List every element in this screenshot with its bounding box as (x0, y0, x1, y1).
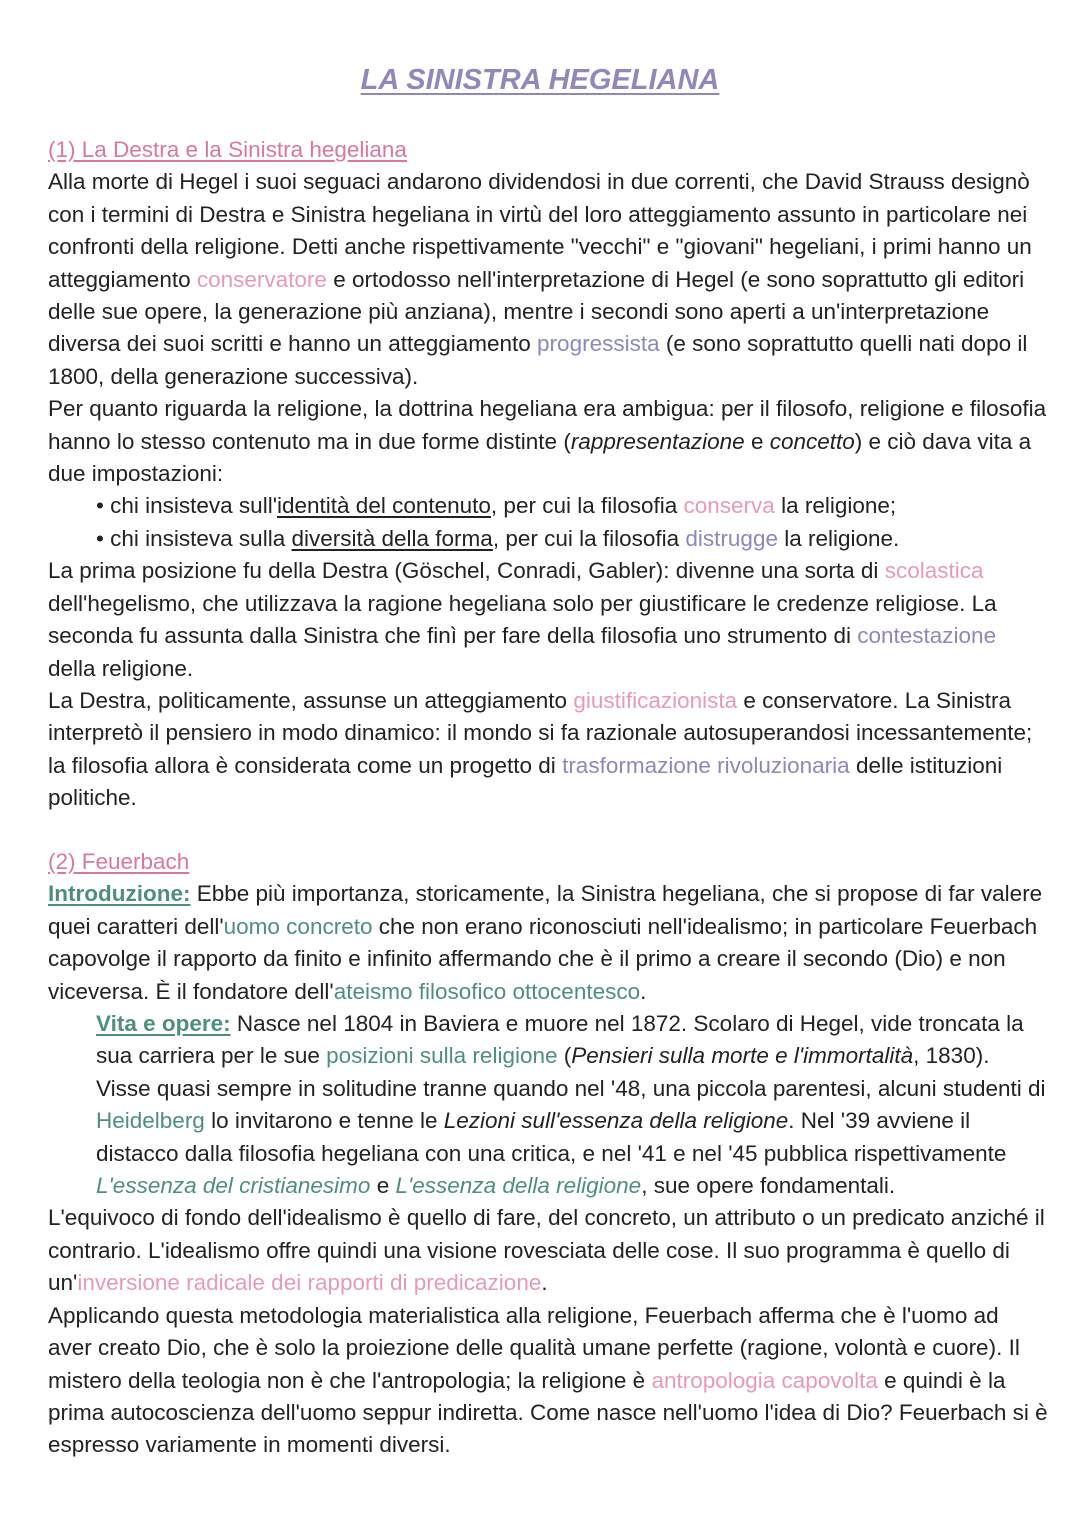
highlight-distrugge: distrugge (685, 525, 778, 551)
subheading-introduzione: Introduzione: (48, 881, 191, 907)
page-title: LA SINISTRA HEGELIANA (360, 64, 720, 96)
subheading-vita-opere: Vita e opere: (96, 1011, 231, 1037)
list-item: • chi insisteva sulla diversità della forma, per cui la filosofia distrugge la religione. (96, 525, 900, 551)
paragraph-6: Applicando questa metodologia materialistica alla religione, Feuerbach afferma che è l'uomo ad aver creato Dio, che è solo la proiezione delle qualità umane perfette (ragione, volontà e cuore). Il mistero della teologia non è che l'antropologia; la religione è antropologia capovolta e quindi è la prima autocoscienza dell'uomo seppur indiretta. Come nasce nell'uomo l'idea di Dio? Feuerbach si è espresso variamente in momenti diversi. (48, 1302, 1048, 1458)
section-feuerbach (48, 846, 1048, 1462)
section-destra-sinistra (48, 134, 1048, 815)
paragraph-4: La Destra, politicamente, assunse un atteggiamento giustificazionista e conservatore. La Sinistra interpretò il pensiero in modo dinamico: il mondo si fa razionale autosuperandosi incessantemente; la filosofia allora è considerata come un progetto di trasformazione rivoluzionaria delle istituzioni politiche. (48, 687, 1033, 811)
section-heading-2: (2) Feuerbach (48, 849, 190, 874)
paragraph-vita: Vita e opere: Nasce nel 1804 in Baviera e muore nel 1872. Scolaro di Hegel, vide troncata la sua carriera per le sue posizioni sulla religione (Pensieri sulla morte e l'immortalità, 1830). Visse quasi sempre in solitudine tranne quando nel '48, una piccola parentesi, alcuni studenti di Heidelberg lo invitarono e tenne le Lezioni sull'essenza della religione. Nel '39 avviene il distacco dalla filosofia hegeliana con una critica, e nel '41 e nel '45 pubblica rispettivamente L'essenza del cristianesimo e L'essenza della religione, sue opere fondamentali. (96, 1011, 1046, 1199)
paragraph-3: La prima posizione fu della Destra (Göschel, Conradi, Gabler): divenne una sorta di scolastica dell'hegelismo, che utilizzava la ragione hegeliana solo per giustificare le credenze religiose. La seconda fu assunta dalla Sinistra che finì per fare della filosofia uno strumento di contestazione della religione. (48, 558, 997, 681)
highlight-progressista: progressista (537, 331, 660, 357)
paragraph-1: Alla morte di Hegel i suoi seguaci andarono dividendosi in due correnti, che David Strauss designò con i termini di Destra e Sinistra hegeliana in virtù del loro atteggiamento assunto in particolare nei confronti della religione. Detti anche rispettivamente "vecchi" e "giovani" hegeliani, i primi hanno un atteggiamento conservatore e ortodosso nell'interpretazione di Hegel (e sono soprattutto gli editori delle sue opere, la generazione più anziana), mentre i secondi sono aperti a un'interpretazione diversa dei suoi scritti e hanno un atteggiamento progressista (e sono soprattutto quelli nati dopo il 1800, della generazione successiva). (48, 169, 1032, 389)
highlight-conserva: conserva (683, 493, 775, 519)
paragraph-2: Per quanto riguarda la religione, la dottrina hegeliana era ambigua: per il filosofo, religione e filosofia hanno lo stesso contenuto ma in due forme distinte (rappresentazione e concetto) e ciò dava vita a due impostazioni: (48, 396, 1047, 487)
paragraph-intro: Introduzione: Ebbe più importanza, storicamente, la Sinistra hegeliana, che si propose di far valere quei caratteri dell'uomo concreto che non erano riconosciuti nell'idealismo; in particolare Feuerbach capovolge il rapporto da finito e infinito affermando che è il primo a creare il secondo (Dio) e non viceversa. È il fondatore dell'ateismo filosofico ottocentesco. (48, 881, 1043, 1004)
list-item: • chi insisteva sull'identità del contenuto, per cui la filosofia conserva la religione; (96, 493, 897, 519)
section-heading-1: (1) La Destra e la Sinistra hegeliana (48, 137, 407, 162)
paragraph-5: L'equivoco di fondo dell'idealismo è quello di fare, del concreto, un attributo o un predicato anziché il contrario. L'idealismo offre quindi una visione rovesciata delle cose. Il suo programma è quello di un'inversione radicale dei rapporti di predicazione. (48, 1205, 1045, 1296)
highlight-conservatore: conservatore (196, 266, 327, 292)
